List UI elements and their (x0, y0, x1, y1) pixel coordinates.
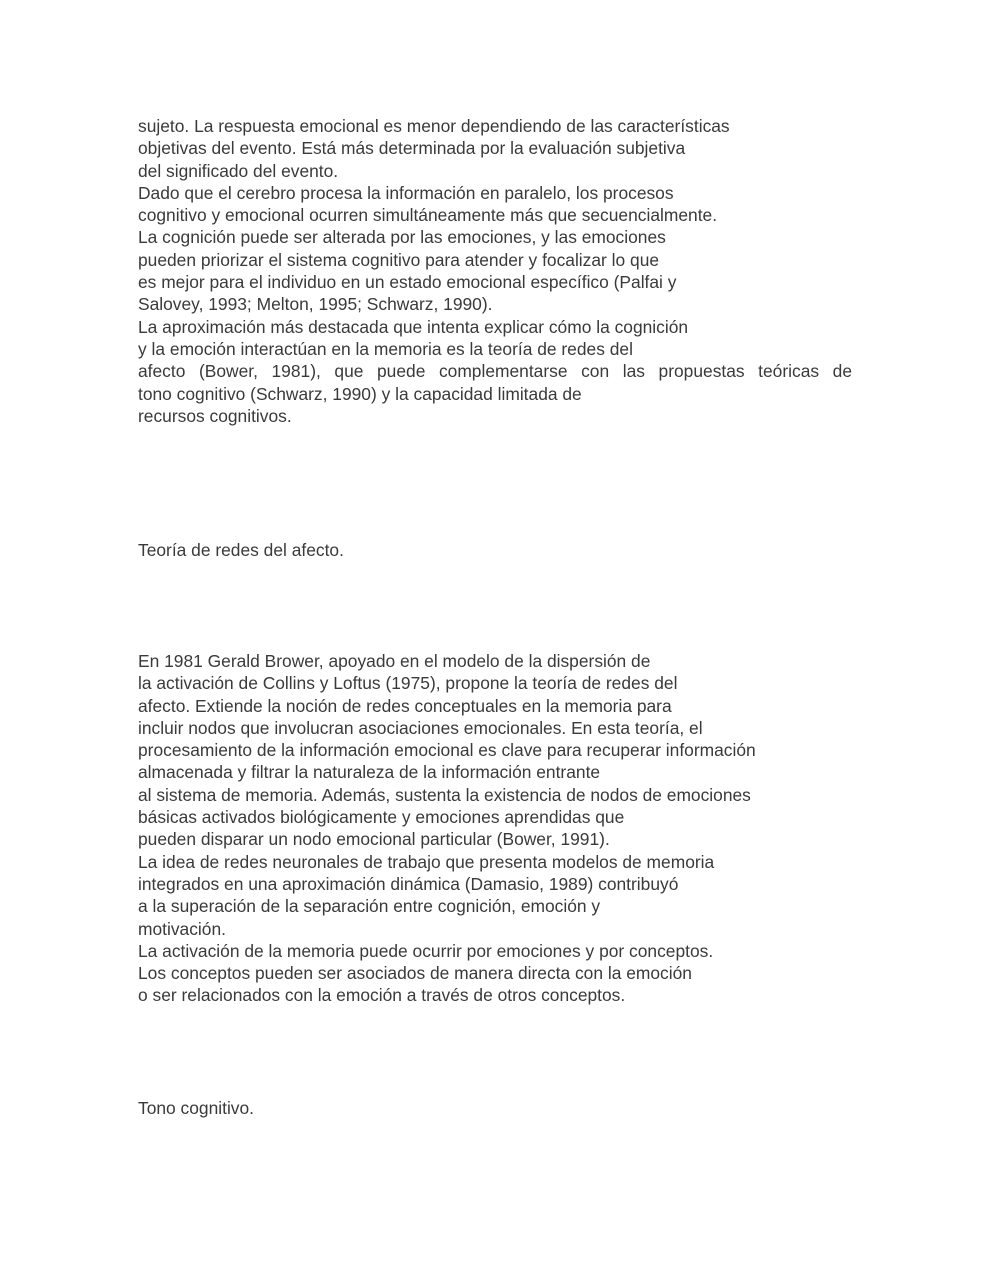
text-line: pueden priorizar el sistema cognitivo para atender y focalizar lo que (138, 249, 660, 270)
text-line: es mejor para el individuo en un estado emocional específico (Palfai y (138, 272, 677, 293)
text-line: la activación de Collins y Loftus (1975), propone la teoría de redes del (138, 673, 678, 694)
text-line: del significado del evento. (138, 160, 339, 181)
text-line: al sistema de memoria. Además, sustenta la existencia de nodos de emociones (138, 784, 751, 805)
text-line: cognitivo y emocional ocurren simultáneamente más que secuencialmente. (138, 205, 718, 226)
text-line: básicas activados biológicamente y emociones aprendidas que (138, 807, 625, 828)
text-line: sujeto. La respuesta emocional es menor dependiendo de las características (138, 116, 730, 136)
text-line: La aproximación más destacada que intenta explicar cómo la cognición (138, 316, 689, 337)
text-line: En 1981 Gerald Brower, apoyado en el modelo de la dispersión de (138, 651, 651, 671)
paragraph-emotion-cognition (138, 115, 878, 427)
section-heading-affect-networks: Teoría de redes del afecto. (138, 540, 344, 560)
section-heading-cognitive-tone: Tono cognitivo. (138, 1098, 255, 1118)
text-line: motivación. (138, 918, 226, 939)
text-line: pueden disparar un nodo emocional particular (Bower, 1991). (138, 829, 610, 850)
text-line: y la emoción interactúan en la memoria es la teoría de redes del (138, 338, 633, 359)
text-line: recursos cognitivos. (138, 405, 292, 426)
paragraph-affect-network-theory (138, 650, 878, 1007)
text-line: La cognición puede ser alterada por las emociones, y las emociones (138, 227, 666, 248)
text-line: Los conceptos pueden ser asociados de manera directa con la emoción (138, 963, 692, 984)
text-line: Dado que el cerebro procesa la información en paralelo, los procesos (138, 182, 674, 203)
text-line: afecto (Bower, 1981), que puede complementarse con las propuestas teóricas de (138, 361, 852, 382)
text-line: o ser relacionados con la emoción a través de otros conceptos. (138, 985, 626, 1006)
text-line: tono cognitivo (Schwarz, 1990) y la capacidad limitada de (138, 383, 582, 404)
text-line: almacenada y filtrar la naturaleza de la información entrante (138, 762, 601, 783)
text-line: objetivas del evento. Está más determinada por la evaluación subjetiva (138, 138, 686, 159)
text-line: La activación de la memoria puede ocurrir por emociones y por conceptos. (138, 940, 714, 961)
text-line: Salovey, 1993; Melton, 1995; Schwarz, 1990). (138, 294, 493, 315)
text-line: La idea de redes neuronales de trabajo que presenta modelos de memoria (138, 851, 715, 872)
text-line: afecto. Extiende la noción de redes conceptuales en la memoria para (138, 695, 672, 716)
text-line: a la superación de la separación entre cognición, emoción y (138, 896, 601, 917)
text-line: incluir nodos que involucran asociaciones emocionales. En esta teoría, el (138, 717, 703, 738)
text-line: procesamiento de la información emocional es clave para recuperar información (138, 740, 756, 761)
text-line: integrados en una aproximación dinámica (Damasio, 1989) contribuyó (138, 873, 679, 894)
